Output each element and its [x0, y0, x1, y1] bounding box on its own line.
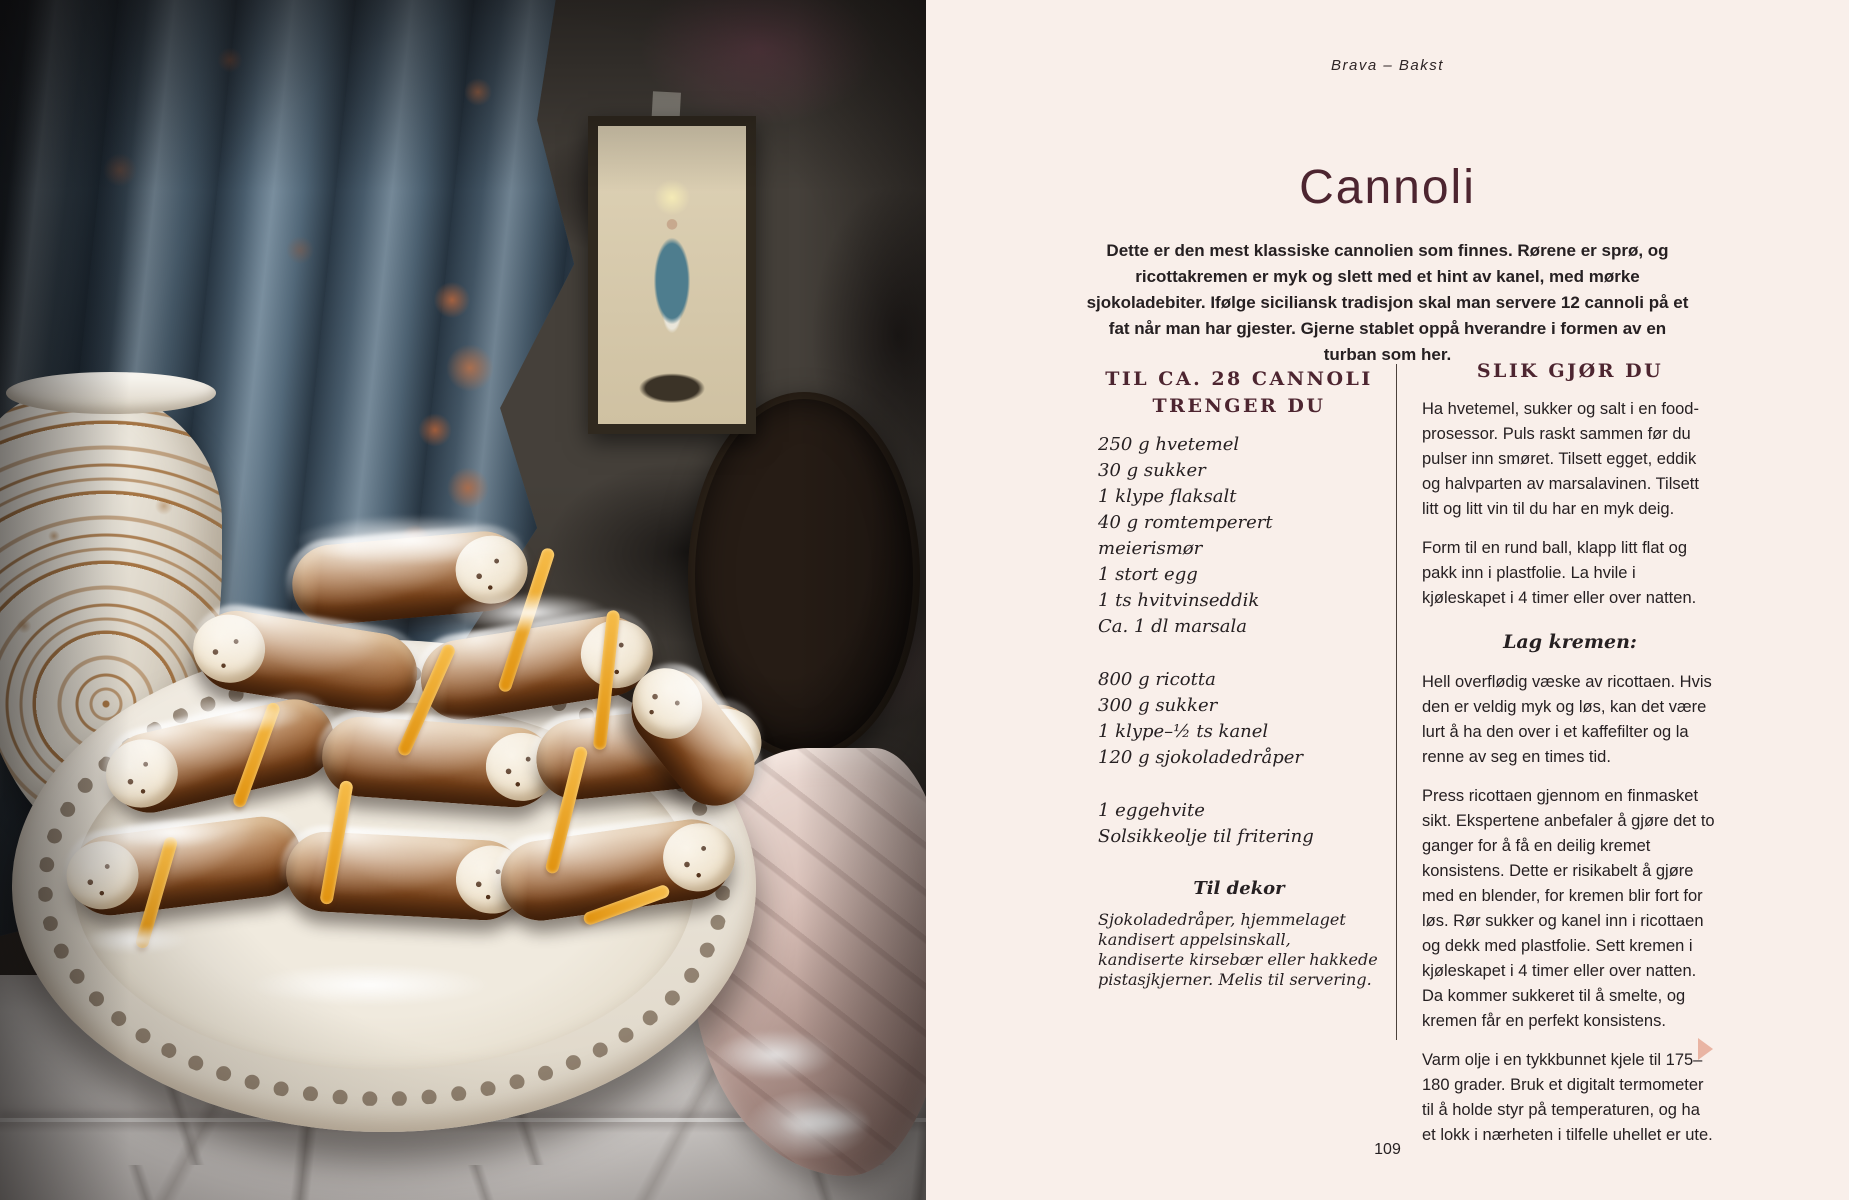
ingredient-item: 1 ts hvitvinseddik: [1098, 590, 1260, 611]
ingredient-item: Solsikkeolje til fritering: [1098, 826, 1314, 847]
ingredient-item: 1 stort egg: [1098, 564, 1198, 585]
ingredient-item: 250 g hvetemel: [1098, 434, 1240, 455]
method-paragraph: Ha hvetemel, sukker og salt i en food-prosessor. Puls raskt sammen før du pulser inn smøret. Tilsett egget, eddik og halvparten av marsalavinen. Tilsett litt og litt vin til du har en myk deig.: [1422, 400, 1699, 518]
method-column: [1422, 362, 1718, 1162]
ingredient-item: Ca. 1 dl marsala: [1098, 616, 1247, 637]
column-divider: [1396, 364, 1397, 1040]
method-paragraph: Form til en rund ball, klapp litt flat og pakk inn i plastfolie. La hvile i kjøleskapet i 4 timer eller over natten.: [1422, 539, 1697, 607]
ingredients-column: [1098, 366, 1380, 990]
cream-subheading: Lag kremen:: [1503, 631, 1637, 653]
ingredients-heading-line1: TIL CA. 28 CANNOLI: [1105, 368, 1373, 390]
method-paragraph: Press ricottaen gjennom en finmasket sikt. Ekspertene anbefaler å gjøre det to ganger for å få en deilig kremet konsistens. Dette er risikabelt å gjøre med en blender, for kremen blir fort for løs. Rør sukker og kanel inn i ricottaen og dekk med plastfolie. Sett kremen i kjøleskapet i 4 timer eller over natten. Da kommer sukkeret til å smelte, og kremen får en perfekt konsistens.: [1422, 787, 1715, 1030]
ingredient-item: 1 eggehvite: [1098, 800, 1205, 821]
recipe-title: Cannoli: [1299, 161, 1476, 215]
decor-heading: Til dekor: [1193, 878, 1285, 899]
page-number: 109: [1374, 1141, 1401, 1158]
ingredient-item: 300 g sukker: [1098, 695, 1218, 716]
method-paragraph: Varm olje i en tykkbunnet kjele til 175–180 grader. Bruk et digitalt termometer til å holde styr på temperaturen, og ha et lokk i nærheten i tilfelle uhellet er ute.: [1422, 1051, 1713, 1144]
ingredient-item: 800 g ricotta: [1098, 669, 1216, 690]
decor-text: Sjokoladedråper, hjemmelaget kandisert appelsinskall, kandiserte kirsebær eller hakkede pistasjkjerner. Melis til servering.: [1098, 910, 1378, 989]
ingredients-heading: [1098, 366, 1380, 420]
ingredient-group-cream: [1098, 667, 1380, 771]
ingredient-group-dough: [1098, 432, 1380, 640]
recipe-intro: Dette er den mest klassiske cannolien som finnes. Rørene er sprø, og ricottakremen er myk og slett med et hint av kanel, med mørke sjokoladebiter. Ifølge siciliansk tradisjon skal man servere 12 cannoli på et fat når man har gjester. Gjerne stablet oppå hverandre i formen av en turban som her.: [1086, 241, 1689, 364]
ingredient-item: 120 g sjokoladedråper: [1098, 747, 1304, 768]
ingredient-group-frying: [1098, 798, 1380, 850]
page-forward-arrow-icon: [1698, 1038, 1713, 1060]
ingredient-item: 40 g romtemperert meierismør: [1098, 512, 1273, 559]
ingredient-item: 30 g sukker: [1098, 460, 1206, 481]
method-paragraph: Hell overflødig væske av ricottaen. Hvis den er veldig myk og løs, kan det være lurt å ha den over i et kaffefilter og la renne av seg en times tid.: [1422, 673, 1712, 766]
running-header: Brava – Bakst: [1331, 57, 1444, 74]
method-heading: SLIK GJØR DU: [1476, 360, 1664, 382]
ingredient-item: 1 klype–½ ts kanel: [1098, 721, 1269, 742]
recipe-page: [926, 0, 1849, 1200]
ingredients-heading-line2: TRENGER DU: [1152, 395, 1326, 417]
ingredient-item: 1 klype flaksalt: [1098, 486, 1237, 507]
